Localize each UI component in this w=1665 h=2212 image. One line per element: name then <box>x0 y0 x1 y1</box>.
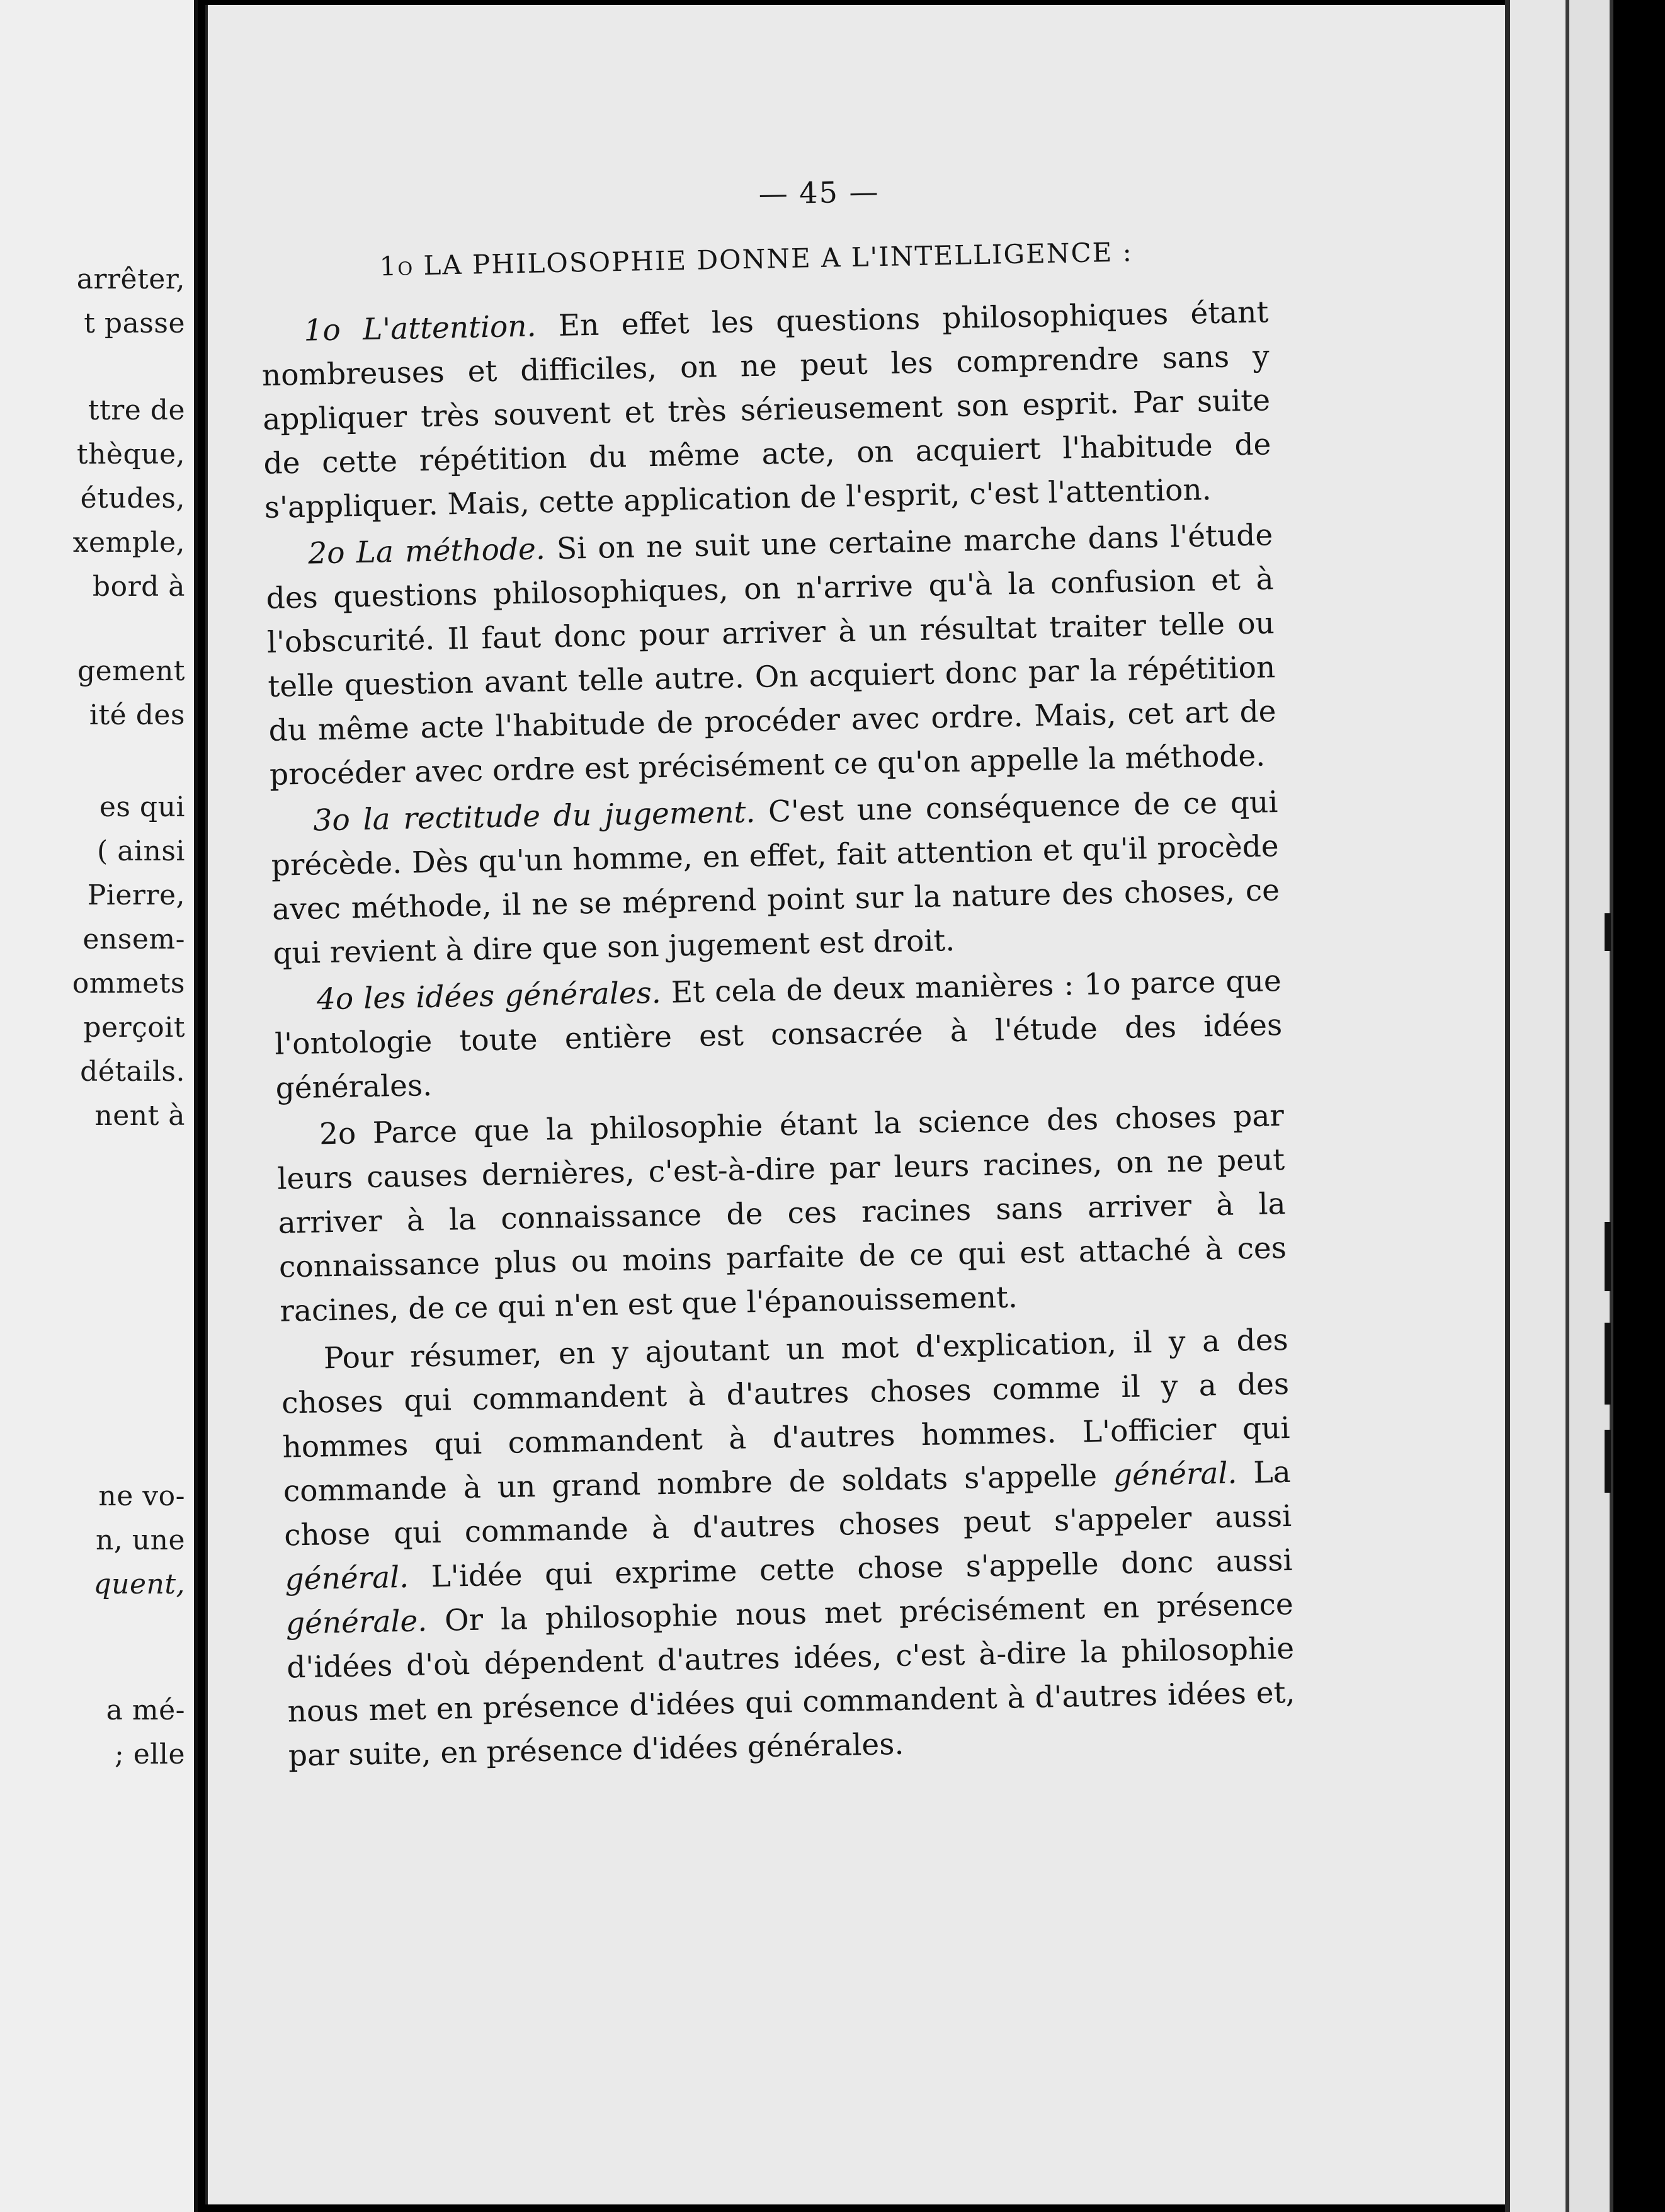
paragraph-text: En effet les questions philosophiques étant nombreuses et difficiles, on ne peut les comprendre sans y appliquer très souvent et très sérieusement son esprit. Par suite de cette répétition du même acte, on acquiert l'habitude de s'appliquer. Mais, cette application de l'esprit, c'est l'attention. <box>261 295 1271 525</box>
paragraph-text: Et cela de deux manières : 1o parce que l'ontologie toute entière est consacrée à l'étude des idées générales. <box>274 964 1283 1106</box>
paragraph-summary <box>280 1318 1296 1779</box>
left-page-fragment: t passe <box>84 307 185 339</box>
page-edge <box>1569 0 1610 2212</box>
paragraph-idees-generales <box>273 959 1283 1111</box>
section-heading: 1o LA PHILOSOPHIE DONNE A L'INTELLIGENCE : <box>379 236 1134 282</box>
left-facing-page <box>0 0 198 2212</box>
left-page-fragment: Pierre, <box>87 879 185 911</box>
left-page-fragment: gement <box>77 655 185 687</box>
left-page-fragment: bord à <box>92 571 185 603</box>
paragraph-attention <box>261 290 1272 530</box>
paragraph-lead: 1o L'attention. <box>304 309 537 348</box>
left-page-fragment: n, une <box>95 1524 185 1556</box>
left-page-fragment: xemple, <box>72 527 185 559</box>
paragraph-lead: 2o La méthode. <box>307 532 546 571</box>
paragraph-text: C'est une conséquence de ce qui précède. Dès qu'un homme, en effet, fait attention et qu'il procède avec méthode, il ne se méprend point sur la nature des choses, ce qui revient à dire que son jugement est droit. <box>271 785 1280 971</box>
page-edge <box>1505 0 1510 2212</box>
edge-mark <box>1605 1323 1611 1405</box>
left-page-fragment: ommets <box>72 967 185 1000</box>
left-page-fragment: détails. <box>80 1056 185 1088</box>
left-page-fragment: es qui <box>99 791 185 823</box>
left-page-fragment: ité des <box>89 699 185 731</box>
page-number: — 45 — <box>758 174 880 211</box>
left-page-fragment: thèque, <box>76 438 185 470</box>
summary-italic-term: générale. <box>285 1604 428 1641</box>
page-edge <box>1510 0 1566 2212</box>
left-page-fragment: a mé- <box>106 1694 185 1726</box>
summary-italic-term: général. <box>285 1559 409 1597</box>
summary-text: Pour résumer, en y ajoutant un mot d'explication, il y a des choses qui commandent à d'autres choses comme il y a des hommes qui commandent à d'autres hommes. L'officier qui commande à un grand nombre de soldats s'appelle <box>281 1322 1290 1509</box>
paragraph-lead: 3o la rectitude du jugement. <box>312 795 756 838</box>
left-page-fragment: quent, <box>93 1568 185 1600</box>
paragraph-causes <box>276 1094 1287 1334</box>
left-page-fragment: ne vo- <box>98 1480 185 1512</box>
left-page-fragment: nent à <box>94 1100 185 1132</box>
summary-italic-term: général. <box>1113 1456 1237 1493</box>
paragraph-lead: 4o les idées générales. <box>316 975 662 1017</box>
left-page-fragment: ensem- <box>82 923 185 955</box>
main-page <box>205 5 1505 2204</box>
paragraph-text: Si on ne suit une certaine marche dans l'étude des questions philosophiques, on n'arrive qu'à la confusion et à l'obscurité. Il faut donc pour arriver à un résultat traiter telle ou telle question avant telle autre. On acquiert donc par la répétition du même acte l'habitude de procéder avec ordre. Mais, cet art de procéder avec ordre est précisément ce qu'on appelle la méthode. <box>266 518 1276 792</box>
left-page-fragment: études, <box>80 482 185 515</box>
left-page-fragment: ttre de <box>88 394 185 426</box>
edge-mark <box>1605 1222 1611 1291</box>
summary-text: L'idée qui exprime cette chose s'appelle donc aussi <box>431 1542 1293 1595</box>
left-page-fragment: arrêter, <box>76 263 185 295</box>
summary-text: Or la philosophie nous met précisément en présence d'idées d'où dépendent d'autres idées, c'est à-dire la philosophie nous met en présence d'idées qui commandent à d'autres idées et, par suite, en présence d'idées générales. <box>286 1587 1295 1774</box>
paragraph-text: 2o Parce que la philosophie étant la science des choses par leurs causes dernières, c'est-à-dire par leurs racines, on ne peut arriver à la connaissance de ces racines sans arriver à la connaissance plus ou moins parfaite de ce qui est attaché à ces racines, de ce qui n'en est que l'épanouissement. <box>276 1098 1287 1329</box>
page-content <box>258 162 1296 1781</box>
left-page-fragment: perçoit <box>83 1012 185 1044</box>
edge-mark <box>1605 913 1611 951</box>
paragraph-rectitude <box>270 780 1281 976</box>
edge-mark <box>1605 1430 1611 1493</box>
page-edge <box>1613 0 1665 2212</box>
left-page-fragment: ( ainsi <box>97 835 185 867</box>
left-page-fragment: ; elle <box>114 1738 185 1770</box>
paragraph-methode <box>265 513 1278 797</box>
summary-text: La chose qui commande à d'autres choses peut s'appeler aussi <box>283 1454 1292 1553</box>
